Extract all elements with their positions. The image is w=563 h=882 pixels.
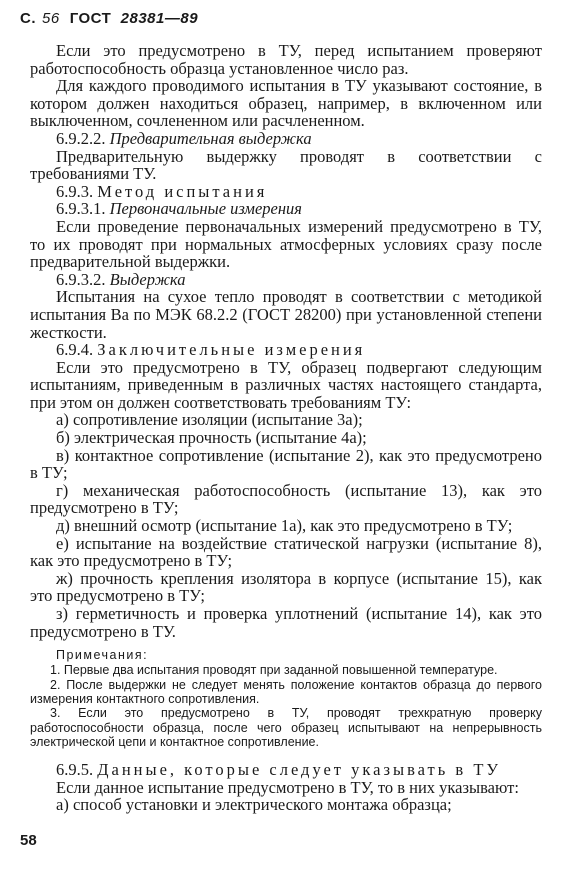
note-item: 2. После выдержки не следует менять положение контактов образца до первого измерения контактного сопротивления. xyxy=(30,677,542,707)
list-item: а) способ установки и электрического монтажа образца; xyxy=(56,795,452,815)
notes-title: Примечания: xyxy=(56,648,149,663)
note-item: 3. Если это предусмотрено в ТУ, проводят трехкратную проверку работоспособности образца, после чего образец испытывают на непрерывность электрической цепи и контактное сопротивление. xyxy=(30,706,542,749)
standard-label: ГОСТ xyxy=(69,10,112,27)
section-number: 6.9.5. xyxy=(56,760,94,780)
paragraph: Если это предусмотрено в ТУ, образец подвергают следующим испытаниям, приведенным в различных частях настоящего стандарта, при этом он должен соответствовать требованиям ТУ: xyxy=(30,357,542,412)
section-title: Данные, которые следует указывать в ТУ xyxy=(97,760,502,780)
section-number: 6.9.2.2. xyxy=(56,128,106,148)
section-title: Заключительные измерения xyxy=(97,340,366,360)
list-item: ж) прочность крепления изолятора в корпусе (испытание 15), как это предусмотрено в ТУ; xyxy=(30,568,542,606)
list-item: е) испытание на воздействие статической нагрузки (испытание 8), как это предусмотрено в ТУ; xyxy=(30,533,542,571)
section-heading-6922 xyxy=(30,130,542,148)
notes-block xyxy=(30,648,542,749)
list-item: д) внешний осмотр (испытание 1а), как это предусмотрено в ТУ; xyxy=(56,516,513,536)
section-heading-6931 xyxy=(30,200,542,218)
page-number-header: 56 xyxy=(42,10,60,27)
paragraph: Предварительную выдержку проводят в соответствии с требованиями ТУ. xyxy=(30,146,542,184)
section-title: Выдержка xyxy=(109,269,186,289)
page-header xyxy=(20,10,198,27)
section-number: 6.9.3.1. xyxy=(56,199,106,219)
section-number: 6.9.3. xyxy=(56,181,94,201)
section-number: 6.9.4. xyxy=(56,340,94,360)
list-item: а) сопротивление изоляции (испытание 3а); xyxy=(56,410,363,430)
section-heading-6932 xyxy=(30,271,542,289)
section-title: Первоначальные измерения xyxy=(109,199,302,219)
paragraph: Если данное испытание предусмотрено в ТУ, то в них указывают: xyxy=(56,777,519,797)
section-heading-693 xyxy=(30,183,542,201)
note-item: 1. Первые два испытания проводят при заданной повышенной температуре. xyxy=(50,663,498,678)
page-prefix: С. xyxy=(20,10,36,27)
paragraph: Испытания на сухое тепло проводят в соответствии с методикой испытания Ва по МЭК 68.2.2 (ГОСТ 28200) при установленной степени жесткости. xyxy=(30,287,542,342)
section-heading-695 xyxy=(30,761,542,779)
section-title: Предварительная выдержка xyxy=(109,128,312,148)
list-item: з) герметичность и проверка уплотнений (испытание 14), как это предусмотрено в ТУ. xyxy=(30,604,542,641)
page-footer-number: 58 xyxy=(20,832,37,849)
paragraph: Если это предусмотрено в ТУ, перед испытанием проверяют работоспособность образца установленное число раз. xyxy=(30,41,542,78)
section-number: 6.9.3.2. xyxy=(56,269,106,289)
list-item: в) контактное сопротивление (испытание 2), как это предусмотрено в ТУ; xyxy=(30,445,542,483)
document-body xyxy=(30,42,542,814)
section-title: Метод испытания xyxy=(97,181,268,201)
standard-number: 28381—89 xyxy=(120,10,199,27)
list-item: б) электрическая прочность (испытание 4а); xyxy=(56,428,367,448)
paragraph: Для каждого проводимого испытания в ТУ указывают состояние, в котором должен находиться образец, например, в включенном или выключенном, сочлененном или расчлененном. xyxy=(30,76,542,131)
section-heading-694 xyxy=(30,341,542,359)
list-item: г) механическая работоспособность (испытание 13), как это предусмотрено в ТУ; xyxy=(30,480,542,518)
paragraph: Если проведение первоначальных измерений предусмотрено в ТУ, то их проводят при нормальных атмосферных условиях сразу после предварительной выдержки. xyxy=(30,216,542,272)
